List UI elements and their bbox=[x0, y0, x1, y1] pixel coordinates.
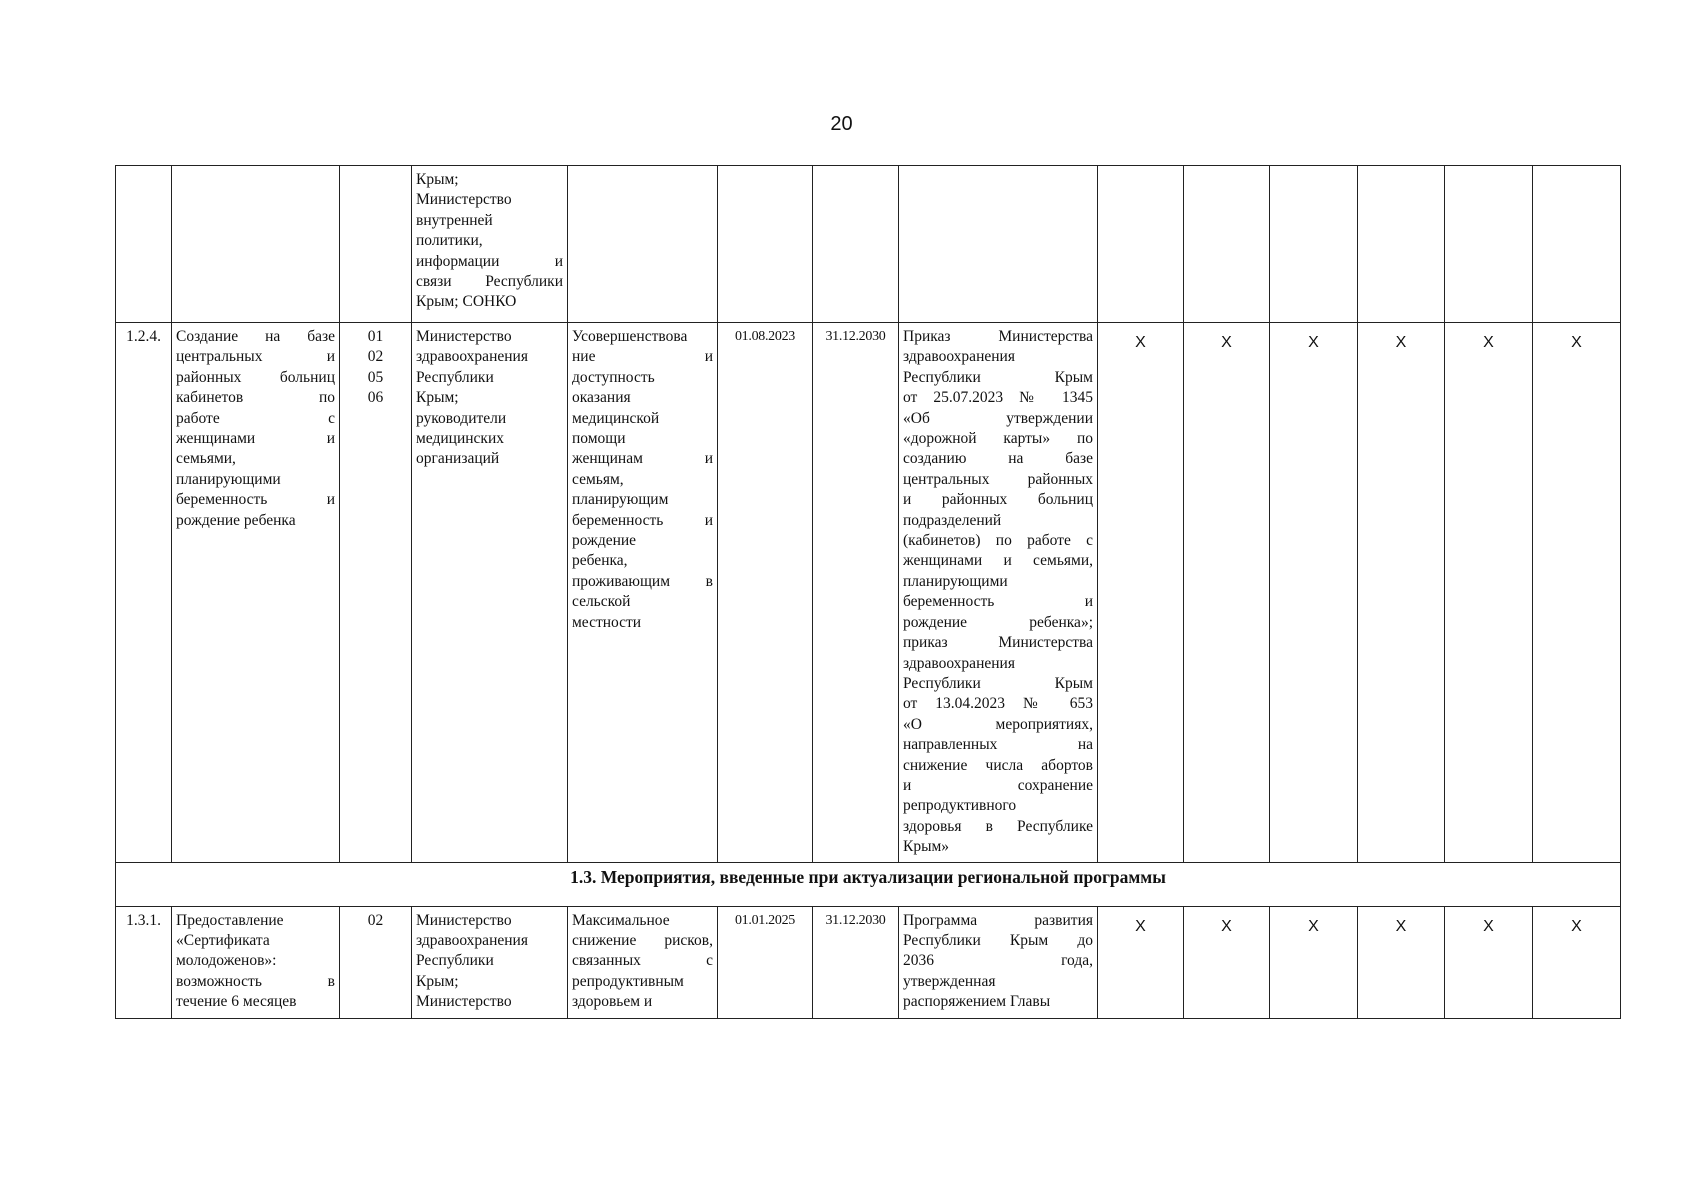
start-date: 01.08.2023 bbox=[718, 323, 813, 863]
executors-line: внутренней bbox=[416, 211, 493, 229]
legal-basis-line: утвержденная bbox=[903, 972, 996, 990]
measure-name-line: Создание на базе bbox=[176, 328, 335, 345]
task-codes-line: 02 bbox=[367, 911, 384, 929]
legal-basis-line: центральных районных bbox=[903, 470, 1093, 488]
expected-result-line: женщинам и bbox=[572, 450, 713, 468]
legal-basis-line: подразделений bbox=[903, 511, 1002, 529]
expected-result-line: оказания bbox=[572, 389, 631, 407]
legal-basis-line: 2036 года, bbox=[903, 952, 1093, 970]
funding-mark: X bbox=[1445, 323, 1533, 863]
expected-result-line: снижение рисков, bbox=[572, 931, 713, 949]
legal-basis-line: здоровья в Республике bbox=[903, 817, 1093, 835]
funding-mark bbox=[1270, 166, 1358, 323]
executors bbox=[412, 906, 568, 1018]
measure-name-line: течение 6 месяцев bbox=[176, 993, 297, 1011]
measure-name-line: планирующими bbox=[176, 470, 281, 488]
end-date: 31.12.2030 bbox=[813, 906, 899, 1018]
measure-name-line: беременность и bbox=[176, 491, 335, 509]
expected-result-line: Максимальное bbox=[572, 911, 670, 929]
legal-basis-line: «Об утверждении bbox=[903, 409, 1093, 427]
expected-result-line: доступность bbox=[572, 368, 655, 386]
start-date bbox=[718, 166, 813, 323]
legal-basis-line: и районных больниц bbox=[903, 491, 1093, 509]
funding-mark: X bbox=[1533, 323, 1621, 863]
legal-basis-line: Республики Крым bbox=[903, 674, 1093, 692]
executors-line: информации и bbox=[416, 252, 563, 270]
expected-result bbox=[568, 323, 718, 863]
funding-mark: X bbox=[1533, 906, 1621, 1018]
legal-basis-line: Крым» bbox=[903, 838, 950, 856]
legal-basis-line: «дорожной карты» по bbox=[903, 430, 1093, 448]
legal-basis-line: и сохранение bbox=[903, 776, 1093, 794]
funding-mark bbox=[1184, 166, 1270, 323]
row-number: 1.2.4. bbox=[116, 323, 172, 863]
funding-mark bbox=[1533, 166, 1621, 323]
section-header-row bbox=[116, 862, 1621, 906]
executors-line: Министерство bbox=[416, 993, 512, 1011]
row-number: 1.3.1. bbox=[116, 906, 172, 1018]
executors-line: связи Республики bbox=[416, 273, 563, 291]
legal-basis-line: распоряжением Главы bbox=[903, 993, 1051, 1011]
measures-table bbox=[115, 165, 1621, 1019]
legal-basis bbox=[899, 166, 1098, 323]
task-codes-line: 02 bbox=[367, 348, 384, 366]
executors-line: организаций bbox=[416, 450, 500, 468]
expected-result-line: здоровьем и bbox=[572, 993, 653, 1011]
legal-basis-line: (кабинетов) по работе с bbox=[903, 532, 1093, 550]
legal-basis bbox=[899, 906, 1098, 1018]
expected-result-line: Усовершенствова bbox=[572, 328, 688, 345]
table-row bbox=[116, 166, 1621, 323]
funding-mark: X bbox=[1098, 323, 1184, 863]
measure-name-line: женщинами и bbox=[176, 430, 335, 448]
legal-basis-line: снижение числа абортов bbox=[903, 756, 1093, 774]
executors-line: Министерство bbox=[416, 191, 512, 209]
end-date: 31.12.2030 bbox=[813, 323, 899, 863]
legal-basis-line: здравоохранения bbox=[903, 348, 1015, 366]
measure-name-line: кабинетов по bbox=[176, 389, 335, 407]
row-number bbox=[116, 166, 172, 323]
executors bbox=[412, 166, 568, 323]
section-title: 1.3. Мероприятия, введенные при актуализации региональной программы bbox=[116, 862, 1621, 906]
task-codes-line: 01 bbox=[367, 328, 384, 345]
expected-result-line: ребенка, bbox=[572, 552, 628, 570]
measure-name bbox=[172, 906, 340, 1018]
funding-mark: X bbox=[1270, 906, 1358, 1018]
task-codes-line: 05 bbox=[367, 368, 384, 386]
expected-result-line: местности bbox=[572, 613, 642, 631]
expected-result-line: репродуктивным bbox=[572, 972, 684, 990]
legal-basis-line: от 25.07.2023 № 1345 bbox=[903, 389, 1093, 407]
legal-basis-line: Республики Крым до bbox=[903, 931, 1093, 949]
legal-basis-line: беременность и bbox=[903, 593, 1093, 611]
funding-mark: X bbox=[1270, 323, 1358, 863]
expected-result-line: рождение bbox=[572, 532, 637, 550]
task-codes bbox=[340, 323, 412, 863]
legal-basis-line: направленных на bbox=[903, 736, 1093, 754]
expected-result bbox=[568, 906, 718, 1018]
legal-basis bbox=[899, 323, 1098, 863]
executors-line: медицинских bbox=[416, 430, 505, 448]
end-date bbox=[813, 166, 899, 323]
executors-line: Крым; bbox=[416, 389, 459, 407]
legal-basis-line: планирующими bbox=[903, 572, 1008, 590]
funding-mark: X bbox=[1184, 906, 1270, 1018]
funding-mark: X bbox=[1184, 323, 1270, 863]
expected-result bbox=[568, 166, 718, 323]
legal-basis-line: созданию на базе bbox=[903, 450, 1093, 468]
expected-result-line: планирующим bbox=[572, 491, 669, 509]
expected-result-line: проживающим в bbox=[572, 572, 713, 590]
measure-name-line: Предоставление bbox=[176, 911, 284, 929]
executors-line: Крым; bbox=[416, 171, 459, 188]
measure-name-line: «Сертификата bbox=[176, 931, 270, 949]
task-codes bbox=[340, 166, 412, 323]
measure-name-line: районных больниц bbox=[176, 368, 335, 386]
measure-name bbox=[172, 323, 340, 863]
legal-basis-line: от 13.04.2023 № 653 bbox=[903, 695, 1093, 713]
legal-basis-line: Республики Крым bbox=[903, 368, 1093, 386]
expected-result-line: помощи bbox=[572, 430, 626, 448]
expected-result-line: сельской bbox=[572, 593, 631, 611]
executors-line: руководители bbox=[416, 409, 507, 427]
legal-basis-line: рождение ребенка»; bbox=[903, 613, 1093, 631]
legal-basis-line: репродуктивного bbox=[903, 797, 1017, 815]
task-codes bbox=[340, 906, 412, 1018]
legal-basis-line: Приказ Министерства bbox=[903, 328, 1093, 345]
measure-name-line: работе с bbox=[176, 409, 335, 427]
table-row bbox=[116, 323, 1621, 863]
executors-line: Крым; СОНКО bbox=[416, 293, 517, 311]
measure-name-line: рождение ребенка bbox=[176, 511, 296, 529]
funding-mark: X bbox=[1098, 906, 1184, 1018]
expected-result-line: ние и bbox=[572, 348, 713, 366]
executors-line: здравоохранения bbox=[416, 348, 528, 366]
expected-result-line: беременность и bbox=[572, 511, 713, 529]
legal-basis-line: женщинами и семьями, bbox=[903, 552, 1093, 570]
page-number: 20 bbox=[830, 113, 853, 135]
executors bbox=[412, 323, 568, 863]
funding-mark bbox=[1098, 166, 1184, 323]
measure-name-line: возможность в bbox=[176, 972, 335, 990]
funding-mark: X bbox=[1445, 906, 1533, 1018]
executors-line: Министерство bbox=[416, 911, 512, 929]
legal-basis-line: «О мероприятиях, bbox=[903, 715, 1093, 733]
measure-name-line: молодоженов»: bbox=[176, 952, 277, 970]
executors-line: Республики bbox=[416, 952, 494, 970]
funding-mark: X bbox=[1358, 906, 1445, 1018]
table-row bbox=[116, 906, 1621, 1018]
expected-result-line: связанных с bbox=[572, 952, 713, 970]
legal-basis-line: приказ Министерства bbox=[903, 634, 1093, 652]
legal-basis-line: Программа развития bbox=[903, 911, 1093, 929]
legal-basis-line: здравоохранения bbox=[903, 654, 1015, 672]
start-date: 01.01.2025 bbox=[718, 906, 813, 1018]
task-codes-line: 06 bbox=[367, 389, 384, 407]
funding-mark bbox=[1358, 166, 1445, 323]
executors-line: Республики bbox=[416, 368, 494, 386]
measure-name-line: семьями, bbox=[176, 450, 236, 468]
measure-name-line: центральных и bbox=[176, 348, 335, 366]
executors-line: политики, bbox=[416, 232, 483, 250]
executors-line: Крым; bbox=[416, 972, 459, 990]
funding-mark bbox=[1445, 166, 1533, 323]
executors-line: здравоохранения bbox=[416, 931, 528, 949]
expected-result-line: семьям, bbox=[572, 470, 624, 488]
measure-name bbox=[172, 166, 340, 323]
executors-line: Министерство bbox=[416, 328, 512, 345]
funding-mark: X bbox=[1358, 323, 1445, 863]
expected-result-line: медицинской bbox=[572, 409, 660, 427]
